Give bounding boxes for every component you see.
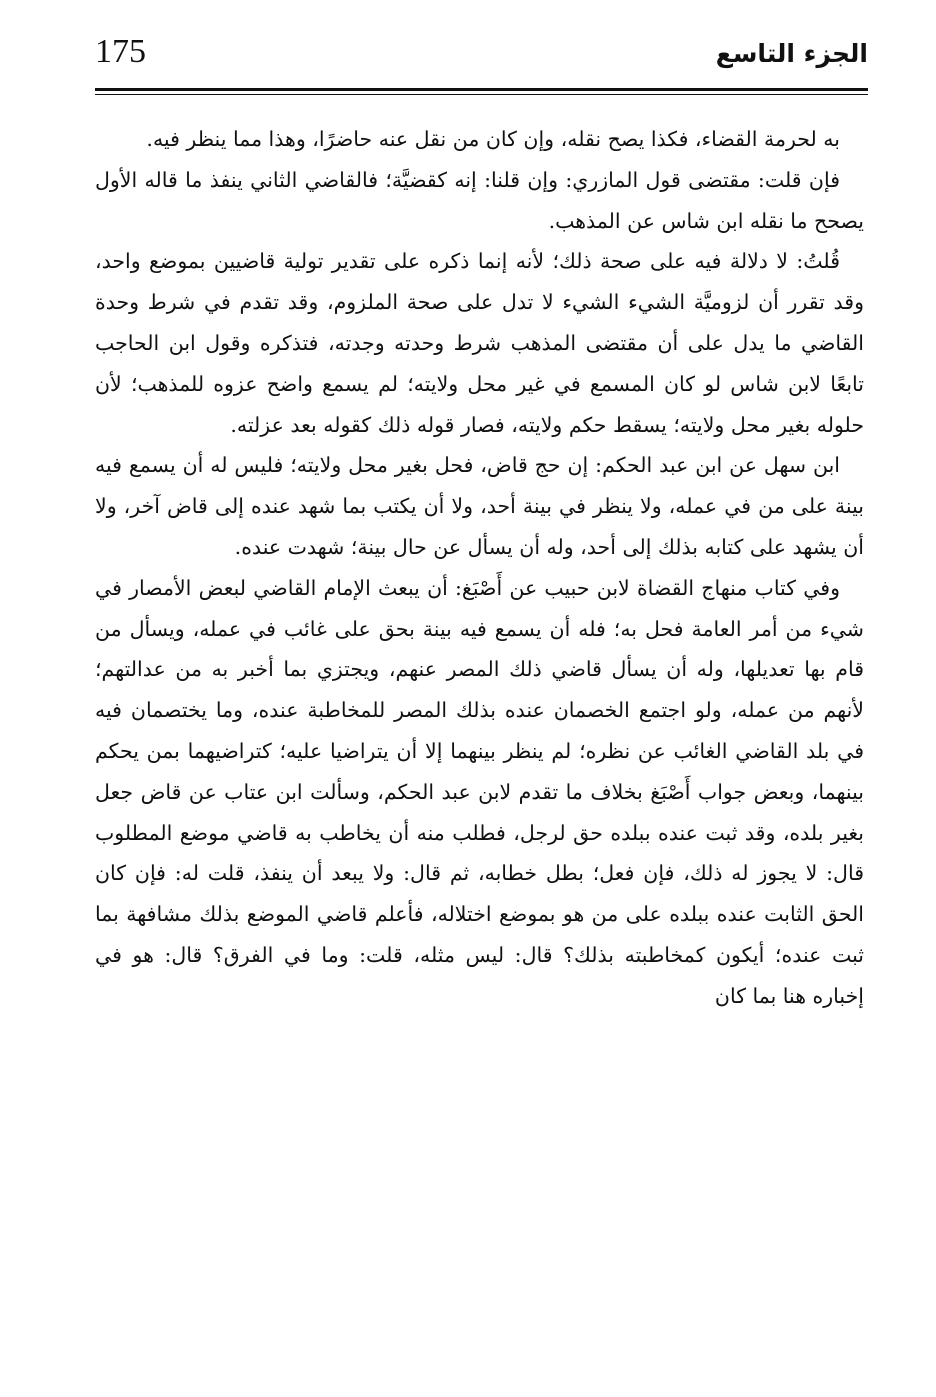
page-header xyxy=(95,30,868,86)
paragraph-1: به لحرمة القضاء، فكذا يصح نقله، وإن كان من نقل عنه حاضرًا، وهذا مما ينظر فيه. xyxy=(146,127,840,151)
paragraph-2: فإن قلت: مقتضى قول المازري: وإن قلنا: إنه كقضيَّة؛ فالقاضي الثاني ينفذ ما قاله الأول يصحح ما نقله ابن شاس عن المذهب. xyxy=(95,167,864,233)
header-rule-thick xyxy=(95,88,868,91)
header-rule-thin xyxy=(95,94,868,95)
page-number: 175 xyxy=(95,33,146,70)
paragraph-3: قُلتُ: لا دلالة فيه على صحة ذلك؛ لأنه إنما ذكره على تقدير تولية قاضيين بموضع واحد، وقد تقرر أن لزوميَّة الشيء الشيء لا تدل على صحة الملزوم، وقد تقدم في شرط وحدة القاضي ما يدل على أن مقتضى المذهب شرط وحدته وجدته، فتذكره وقول ابن الحاجب تابعًا لابن شاس لو كان المسمع في غير محل ولايته؛ لم يسمع واضح عزوه للمذهب؛ لأن حلوله بغير محل ولايته؛ يسقط حكم ولايته، فصار قوله ذلك كقوله بعد عزلته. xyxy=(95,249,864,437)
paragraph-5: وفي كتاب منهاج القضاة لابن حبيب عن أَصْبَغ: أن يبعث الإمام القاضي لبعض الأمصار في شيء من أمر العامة فحل به؛ فله أن يسمع فيه بينة بحق على غائب في عمله، ويسأل من قام بها تعديلها، وله أن يسأل قاضي ذلك المصر عنهم، ويجتزي بما أخبر به من عدالتهم؛ لأنهم من عمله، ولو اجتمع الخصمان عنده بذلك المصر للمخاطبة عنده، وما يختصمان فيه في بلد القاضي الغائب عن نظره؛ لم ينظر بينهما إلا أن يتراضيا عليه؛ كتراضيهما بمن يحكم بينهما، وبعض جواب أَصْبَغ بخلاف ما تقدم لابن عبد الحكم، وسألت ابن عتاب عن قاض جعل بغير بلده، وقد ثبت عنده ببلده حق لرجل، فطلب منه أن يخاطب به قاضي موضع المطلوب قال: لا يجوز له ذلك، فإن فعل؛ بطل خطابه، ثم قال: ولا يبعد أن ينفذ، قلت له: فإن كان الحق الثابت عنده ببلده على من هو بموضع اختلاله، فأعلم قاضي الموضع بذلك مشافهة بما ثبت عنده؛ أيكون كمخاطبته بذلك؟ قال: ليس مثله، قلت: وما في الفرق؟ قال: هو في إخباره هنا بما كان xyxy=(95,575,864,1008)
running-title: الجزء التاسع xyxy=(715,39,868,68)
paragraph-4: ابن سهل عن ابن عبد الحكم: إن حج قاض، فحل بغير محل ولايته؛ فليس له أن يسمع فيه بينة على من في عمله، ولا ينظر في بينة أحد، ولا أن يكتب بما شهد عنده إلى قاض آخر، ولا أن يشهد على كتابه بذلك إلى أحد، وله أن يسأل عن حال بينة؛ شهدت عنده. xyxy=(95,453,864,559)
body-text xyxy=(95,119,864,1017)
